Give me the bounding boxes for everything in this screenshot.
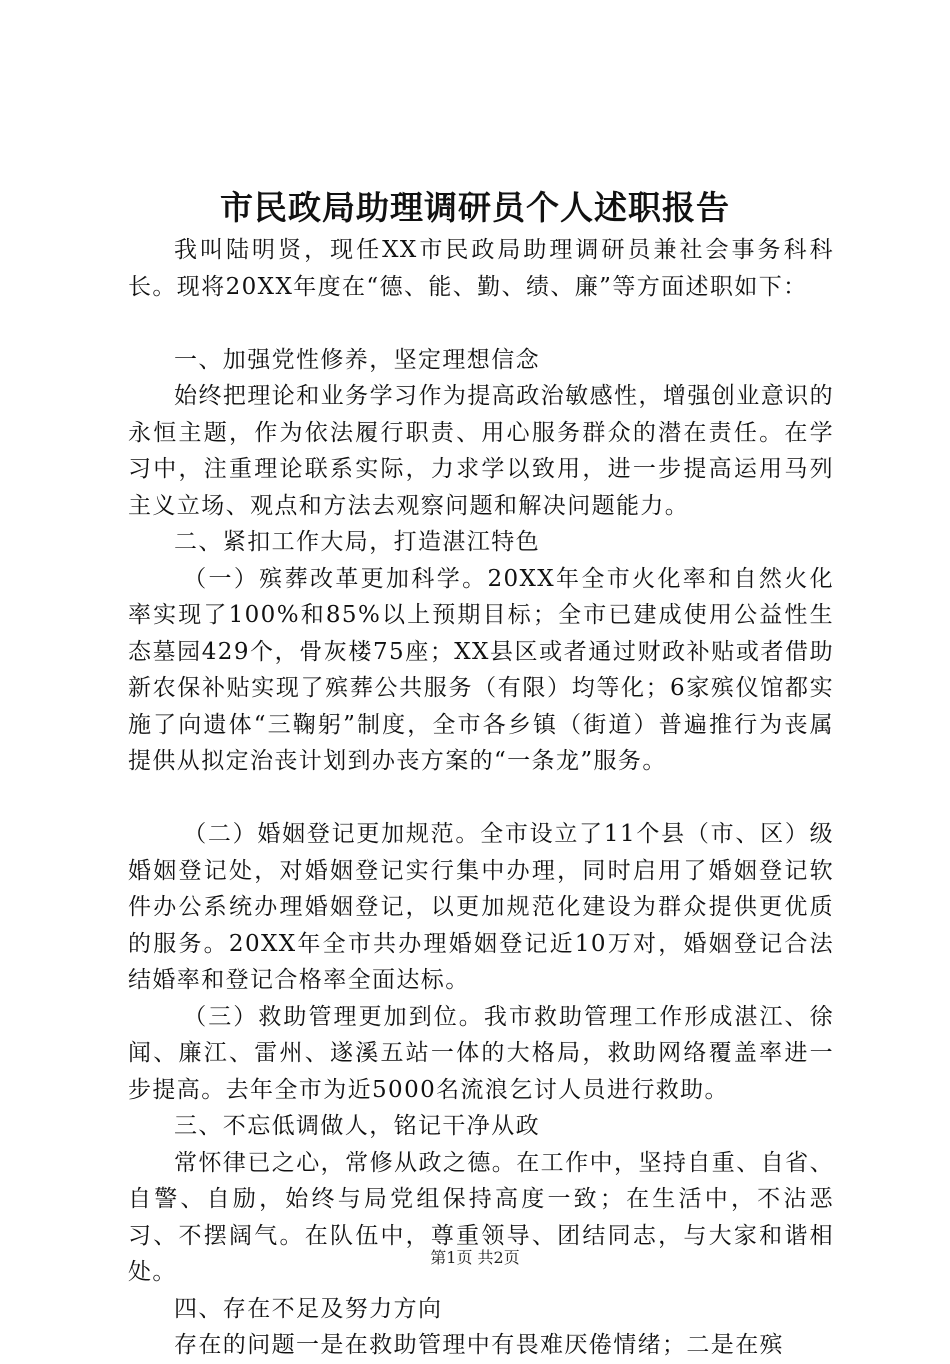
intro-paragraph: 我叫陆明贤，现任XX市民政局助理调研员兼社会事务科科长。现将20XX年度在“德、能、勤、绩、廉”等方面述职如下：	[128, 237, 834, 300]
section-4-paragraph: 存在的问题一是在救助管理中有畏难厌倦情绪；二是在殡	[174, 1332, 784, 1358]
section-heading-3: 三、不忘低调做人，铭记干净从政	[174, 1113, 540, 1139]
section-heading-1: 一、加强党性修养，坚定理想信念	[174, 346, 540, 373]
blank-line	[128, 305, 834, 342]
section-heading-2: 二、紧扣工作大局，打造湛江特色	[174, 529, 540, 555]
funeral-reform-paragraph: （一）殡葬改革更加科学。20XX年全市火化率和自然火化率实现了100%和85%以上预期目标；全市已建成使用公益性生态墓园429个，骨灰楼75座；XX县区或者通过财政补贴或者借助新农保补贴实现了殡葬公共服务（有限）均等化；6家殡仪馆都实施了向遗体“三鞠躬”制度，全市各乡镇（街道）普遍推行为丧属提供从拟定治丧计划到办丧方案的“一条龙”服务。	[128, 565, 834, 774]
section-3-paragraph: 常怀律已之心，常修从政之德。在工作中，坚持自重、自省、自警、自励，始终与局党组保持高度一致；在生活中，不沾恶习、不摆阔气。在队伍中，尊重领导、团结同志，与大家和谐相处。	[128, 1149, 834, 1285]
page-number-footer: 第1页 共2页	[430, 1248, 520, 1267]
marriage-registration-paragraph: （二）婚姻登记更加规范。全市设立了11个县（市、区）级婚姻登记处，对婚姻登记实行集中办理，同时启用了婚姻登记软件办公系统办理婚姻登记，以更加规范化建设为群众提供更优质的服务。20XX年全市共办理婚姻登记近10万对，婚姻登记合法结婚率和登记合格率全面达标。	[128, 821, 834, 993]
relief-management-paragraph: （三）救助管理更加到位。我市救助管理工作形成湛江、徐闻、廉江、雷州、遂溪五站一体的大格局，救助网络覆盖率进一步提高。去年全市为近5000名流浪乞讨人员进行救助。	[128, 1003, 834, 1103]
blank-line	[128, 780, 834, 817]
document-body	[128, 232, 834, 1364]
document-title: 市民政局助理调研员个人述职报告	[220, 188, 730, 227]
section-1-paragraph: 始终把理论和业务学习作为提高政治敏感性，增强创业意识的永恒主题，作为依法履行职责、用心服务群众的潜在责任。在学习中，注重理论联系实际，力求学以致用，进一步提高运用马列主义立场、观点和方法去观察问题和解决问题能力。	[128, 383, 834, 519]
section-heading-4: 四、存在不足及努力方向	[174, 1295, 443, 1322]
